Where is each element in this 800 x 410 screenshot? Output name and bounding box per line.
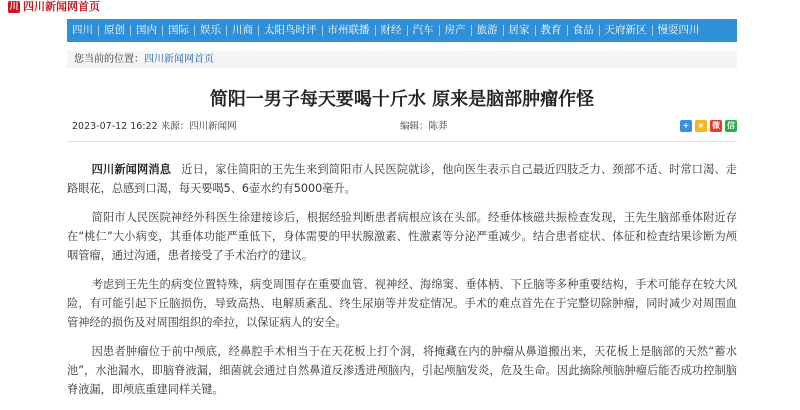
nav-item[interactable]: 食品 [572, 24, 594, 36]
article-paragraph: 考虑到王先生的病变位置特殊，病变周围存在重要血管、视神经、海绵窦、垂体柄、下丘脑等多种重要结构，手术可能存在较大风险，有可能引起下丘脑损伤，导致高热、电解质紊乱、终生尿崩等并发症情况。手术的难点首先在于完整切除肿瘤，同时减少对周围血管神经的损伤及对周围组织的牵拉，以保证病人的安全。 [67, 278, 737, 329]
breadcrumb [67, 51, 737, 68]
nav-item[interactable]: 旅游 [476, 24, 498, 36]
article-meta [72, 120, 737, 134]
logo-mark-icon: 川 [9, 2, 19, 12]
qzone-icon[interactable]: ★ [695, 120, 707, 132]
nav-item[interactable]: 居家 [508, 24, 530, 36]
main-nav [67, 19, 737, 42]
logo-text[interactable]: 四川新闻网首页 [23, 0, 100, 13]
article-title: 简阳一男子每天要喝十斤水 原来是脑部肿瘤作怪 [209, 89, 595, 110]
nav-item[interactable]: 汽车 [412, 24, 434, 36]
nav-item[interactable]: 市州联播 [327, 24, 370, 36]
article-paragraph: 简阳市人民医院神经外科医生徐建接诊后，根据经验判断患者病根应该在头部。经垂体核磁共振检查发现，王先生脑部垂体附近存在“桃仁”大小病变，其垂体功能严重低下，身体需要的甲状腺激素、性激素等分泌严重减少。结合患者症状、体征和检查结果诊断为颅咽管瘤，通过沟通，患者接受了手术治疗的建议。 [67, 211, 737, 262]
nav-item[interactable]: 房产 [444, 24, 466, 36]
article-date-source: 2023-07-12 16:22 来源：四川新闻网 [72, 121, 237, 132]
paragraph-text: 近日，家住简阳的王先生来到简阳市人民医院就诊，他向医生表示自己最近四肢乏力、颈部不适、时常口渴、走路眼花，总感到口渴，每天要喝5、6壶水约有5000毫升。 [67, 163, 737, 195]
site-logo[interactable] [8, 0, 100, 14]
nav-item[interactable]: 太阳鸟时评 [264, 24, 317, 36]
nav-item[interactable]: 国内 [136, 24, 157, 36]
nav-item[interactable]: 国际 [168, 24, 189, 36]
nav-item[interactable]: 川商 [232, 24, 253, 36]
nav-item[interactable]: 娱乐 [200, 24, 221, 36]
nav-item[interactable]: 天府新区 [604, 24, 647, 36]
weibo-icon[interactable]: 微 [712, 121, 720, 130]
article-body [67, 160, 737, 409]
nav-item[interactable]: 财经 [380, 24, 402, 36]
article-paragraph [67, 160, 737, 198]
share-buttons [680, 120, 737, 132]
breadcrumb-home-link[interactable]: 四川新闻网首页 [144, 54, 214, 65]
nav-item[interactable]: 四川 [72, 24, 93, 36]
share-plus-icon[interactable]: + [680, 120, 692, 132]
divider [67, 141, 737, 142]
wechat-icon[interactable]: 信 [727, 121, 735, 130]
lead-source: 四川新闻网消息 [91, 163, 172, 176]
breadcrumb-label: 您当前的位置： [74, 54, 144, 65]
nav-item[interactable]: 教育 [540, 24, 562, 36]
nav-item[interactable]: 慢耍四川 [657, 24, 700, 36]
article-editor: 编辑：陈莽 [400, 121, 448, 132]
top-bar [0, 0, 800, 14]
article-paragraph: 因患者肿瘤位于前中颅底，经鼻腔手术相当于在天花板上打个洞，将掩藏在内的肿瘤从鼻道搬出来，天花板上是脑部的天然“蓄水池”，水池漏水，即脑脊液漏，细菌就会通过自然鼻道反渗透进颅脑内，引起颅脑发炎，危及生命。因此摘除颅脑肿瘤后能否成功控制脑脊液漏，即颅底重建同样关键。 [67, 345, 737, 396]
nav-item[interactable]: 原创 [104, 24, 125, 36]
